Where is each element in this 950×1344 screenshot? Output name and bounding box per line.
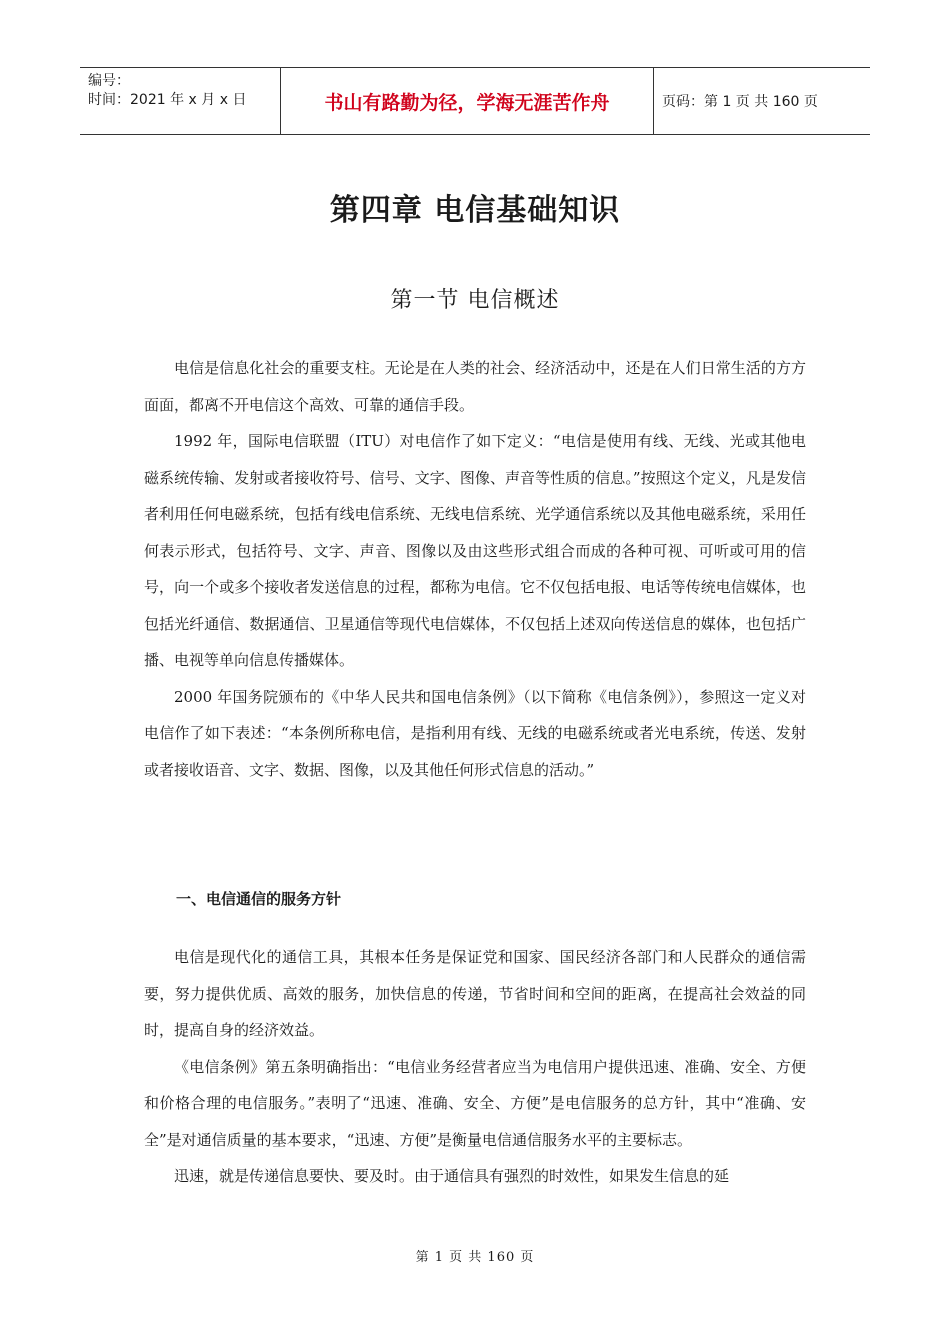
page-footer: 第 1 页 共 160 页 <box>415 1250 535 1265</box>
body-block-intro <box>144 350 806 788</box>
paragraph: 迅速，就是传递信息要快、要及时。由于通信具有强烈的时效性，如果发生信息的延 <box>174 1167 730 1185</box>
paragraph: 电信是信息化社会的重要支柱。无论是在人类的社会、经济活动中，还是在人们日常生活的方方面面，都离不开电信这个高效、可靠的通信手段。 <box>144 359 806 414</box>
chapter-title: 第四章 电信基础知识 <box>329 193 621 228</box>
header-motto-cell <box>280 68 654 134</box>
paragraph: 2000 年国务院颁布的《中华人民共和国电信条例》（以下简称《电信条例》），参照这一定义对电信作了如下表述：“本条例所称电信，是指利用有线、无线的电磁系统或者光电系统，传送、发射或者接收语音、文字、数据、图像，以及其他任何形式信息的活动。” <box>144 687 806 779</box>
header-page-info: 页码：第 1 页 共 160 页 <box>662 94 818 110</box>
header-meta-cell <box>80 68 280 134</box>
paragraph: 电信是现代化的通信工具，其根本任务是保证党和国家、国民经济各部门和人民群众的通信需要，努力提供优质、高效的服务，加快信息的传递，节省时间和空间的距离，在提高社会效益的同时，提高自身的经济效益。 <box>144 948 806 1039</box>
header-motto: 书山有路勤为径，学海无涯苦作舟 <box>324 91 610 114</box>
document-date: 时间：2021 年 x 月 x 日 <box>88 92 247 108</box>
paragraph: 1992 年，国际电信联盟（ITU）对电信作了如下定义：“电信是使用有线、无线、光或其他电磁系统传输、发射或者接收符号、信号、文字、图像、声音等性质的信息。”按照这个定义，凡是发信者利用任何电磁系统，包括有线电信系统、无线电信系统、光学通信系统以及其他电磁系统，采用任何表示形式，包括符号、文字、声音、图像以及由这些形式组合而成的各种可视、可听或可用的信号，向一个或多个接收者发送信息的过程，都称为电信。它不仅包括电报、电话等传统电信媒体，也包括光纤通信、数据通信、卫星通信等现代电信媒体，不仅包括上述双向传送信息的媒体，也包括广播、电视等单向信息传播媒体。 <box>144 432 806 669</box>
body-block-service <box>144 939 806 1195</box>
document-number-label: 编号： <box>88 73 130 89</box>
section-title: 第一节 电信概述 <box>390 288 560 313</box>
header-page-cell <box>654 68 870 134</box>
paragraph: 《电信条例》第五条明确指出：“电信业务经营者应当为电信用户提供迅速、准确、安全、方便和价格合理的电信服务。”表明了“迅速、准确、安全、方便”是电信服务的总方针，其中“准确、安全”是对通信质量的基本要求，“迅速、方便”是衡量电信通信服务水平的主要标志。 <box>144 1057 806 1149</box>
subsection-heading: 一、电信通信的服务方针 <box>176 890 342 908</box>
page-header-table <box>80 67 870 135</box>
